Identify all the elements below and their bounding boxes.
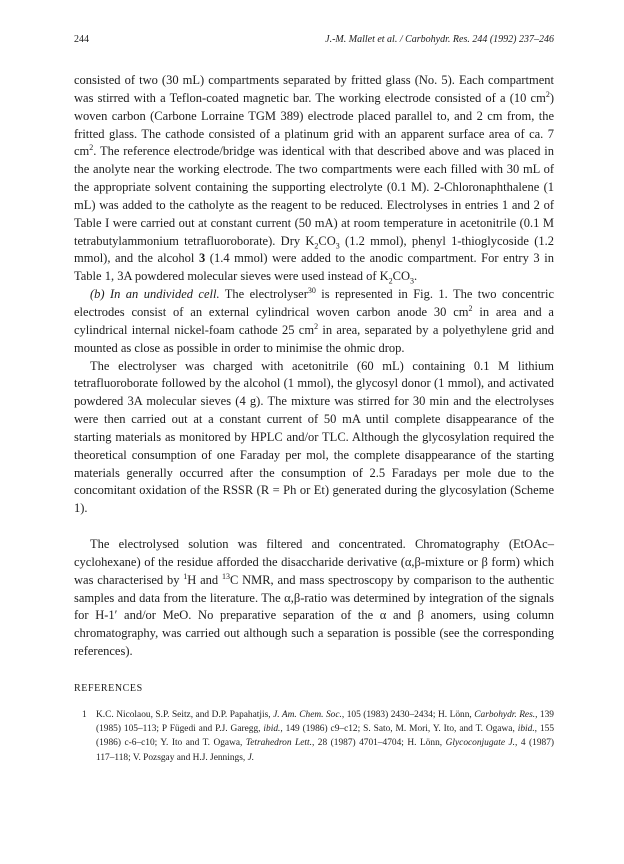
reference-text: K.C. Nicolaou, S.P. Seitz, and D.P. Papahatjis, J. Am. Chem. Soc., 105 (1983) 2430–2434; H. Lönn, Carbohydr. Res., 139 (1985) 105–113; P Fügedi and P.J. Garegg, ibid., 149 (1986) c9–c12; S. Sato, M. Mori, Y. Ito, and T. Ogawa, ibid., 155 (1986) c-6–c10; Y. Ito and T. Ogawa, Tetrahedron Lett., 28 (1987) 4701–4704; H. Lönn, Glycoconjugate J., 4 (1987) 117–118; V. Pozsgay and H.J. Jennings, J.: [96, 710, 555, 763]
reference-number: 1: [82, 710, 87, 720]
paragraph-gap: [74, 518, 554, 536]
paragraph-electrolyser-procedure: The electrolyser was charged with acetonitrile (60 mL) containing 0.1 M lithium tetrafluoroborate followed by the alcohol (1 mmol), the glycosyl donor (1 mmol), and activated powdered 3A molecular sieves (4 g). The mixture was stirred for 30 min and the electrolyses were then carried out at a constant current of 50 mA until complete disappearance of the starting materials as monitored by HPLC and/or TLC. Although the glycosylation required the theoretical consumption of one Faraday per mol, the complete disappearance of the starting materials generally occurred after the consumption of 2.5 Faradays per mole due to the concomitant oxidation of the RSSR (R = Ph or Et) generated during the glycosylation (Scheme 1).: [74, 358, 554, 516]
references-heading: REFERENCES: [74, 683, 143, 694]
reference-item: [74, 708, 554, 765]
references-list: [74, 708, 554, 765]
page-number: 244: [74, 34, 89, 45]
running-header: [74, 34, 554, 48]
paragraph-undivided-cell: (b) In an undivided cell. The electrolyser$^{30}$ is represented in Fig. 1. The two concentric electrodes consist of an external cylindrical woven carbon anode 30 $cm^2$ in area and a cylindrical internal nickel-foam cathode 25 $cm^2$ in area, separated by a polyethylene grid and mounted as close as possible in order to minimise the ohmic drop.: [74, 285, 554, 355]
paragraph-electrolysis-divided-cell: consisted of two (30 mL) compartments separated by fritted glass (No. 5). Each compartment was stirred with a Teflon-coated magnetic bar. The working electrode consisted of a (10 $cm^2$) woven carbon (Carbone Lorraine TGM 389) electrode placed parallel to, and 2 cm from, the fritted glass. The cathode consisted of a platinum grid with an apparent surface area of ca. 7 $cm^2$. The reference electrode/bridge was identical with that described above and was placed in the anolyte near the working electrode. The two compartments were each filled with 30 mL of the appropriate solvent containing the supporting electrolyte (0.1 M). 2-Chloronaphthalene (1 mL) was added to the catholyte as the reagent to be reduced. Electrolyses in entries 1 and 2 of Table I were carried out at constant current (50 mA) at room temperature in acetonitrile (0.1 M tetrabutylammonium tetrafluoroborate). Dry $K_2CO_3$ (1.2 mmol), phenyl 1-thioglycoside (1.2 mmol), and the alcohol 3 (1.4 mmol) were added to the anodic compartment. For entry 3 in Table 1, 3A powdered molecular sieves were used instead of $K_2CO_3$.: [74, 73, 554, 286]
page: [74, 34, 554, 765]
paragraph-workup: The electrolysed solution was filtered and concentrated. Chromatography (EtOAc–cyclohexane) of the residue afforded the disaccharide derivative (α,β-mixture or β form) which was characterised by $^1$H and $^{13}$C NMR, and mass spectroscopy by comparison to the authentic samples and data from the literature. The α,β-ratio was determined by integration of the signals for H-1′ and/or MeO. No preparative separation of the α and β anomers, using column chromatography, was carried out although such a separation is possible (see the corresponding references).: [74, 537, 554, 659]
running-title: J.-M. Mallet et al. / Carbohydr. Res. 244 (1992) 237–246: [325, 34, 554, 45]
body-text: [74, 72, 554, 661]
